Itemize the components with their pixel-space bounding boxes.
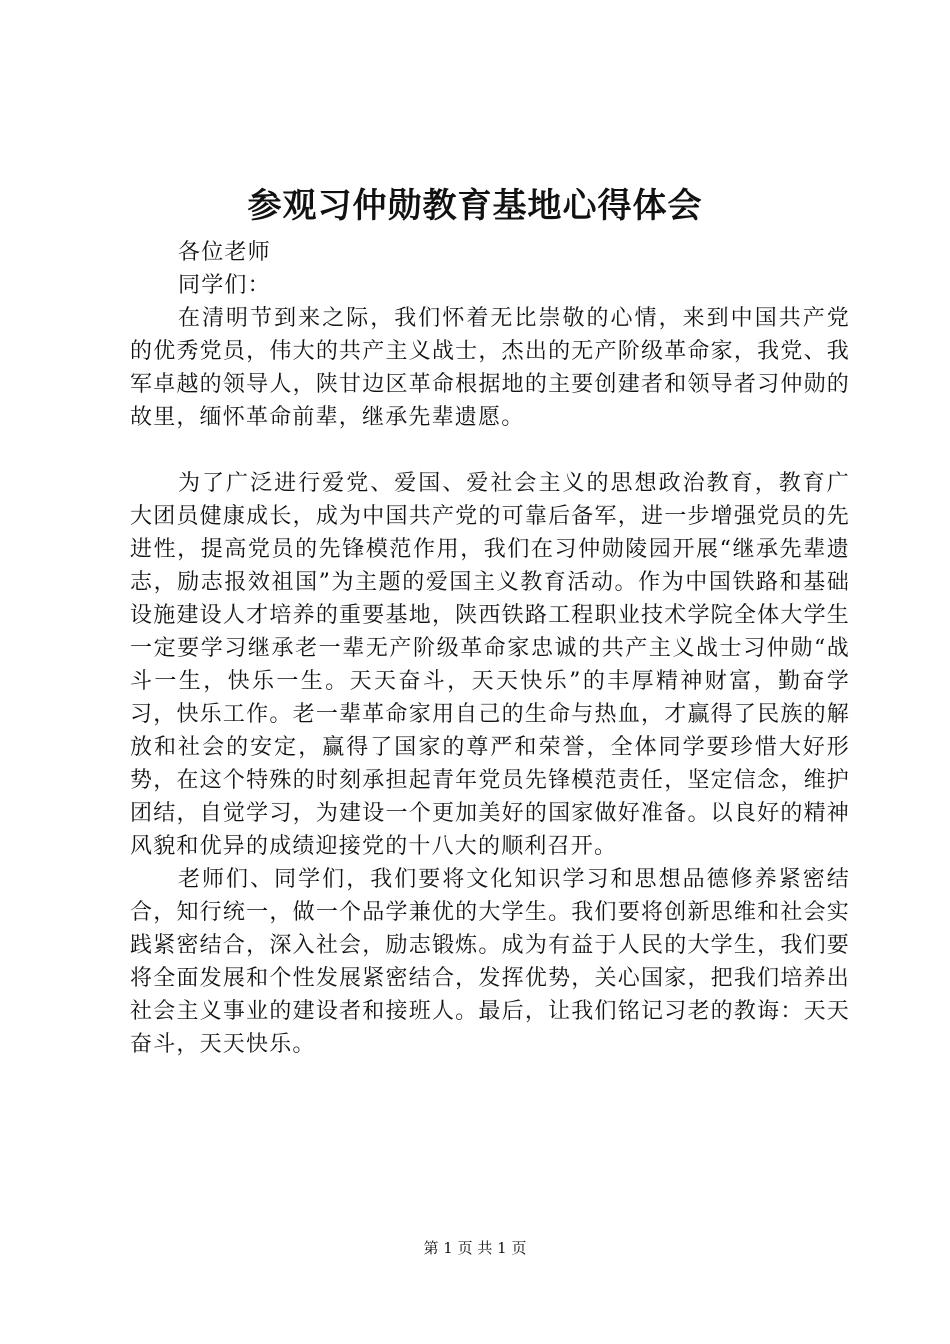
document-body [130,236,850,1061]
document-title: 参观习仲勋教育基地心得体会 [247,186,703,226]
salutation-students: 同学们： [178,273,271,298]
paragraph: 老师们、同学们，我们要将文化知识学习和思想品德修养紧密结合，知行统一，做一个品学兼优的大学生。我们要将创新思维和社会实践紧密结合，深入社会，励志锻炼。成为有益于人民的大学生，我们要将全面发展和个性发展紧密结合，发挥优势，关心国家，把我们培养出社会主义事业的建设者和接班人。最后，让我们铭记习老的教诲：天天奋斗，天天快乐。 [130,867,850,1057]
paragraph: 在清明节到来之际，我们怀着无比崇敬的心情，来到中国共产党的优秀党员，伟大的共产主义战士，杰出的无产阶级革命家，我党、我军卓越的领导人，陕甘边区革命根据地的主要创建者和领导者习仲勋的故里，缅怀革命前辈，继承先辈遗愿。 [130,306,850,430]
salutation-teachers: 各位老师 [178,240,271,265]
paragraph: 为了广泛进行爱党、爱国、爱社会主义的思想政治教育，教育广大团员健康成长，成为中国共产党的可靠后备军，进一步增强党员的先进性，提高党员的先锋模范作用，我们在习仲勋陵园开展“继承先辈遗志，励志报效祖国”为主题的爱国主义教育活动。作为中国铁路和基础设施建设人才培养的重要基地，陕西铁路工程职业技术学院全体大学生一定要学习继承老一辈无产阶级革命家忠诚的共产主义战士习仲勋“战斗一生，快乐一生。天天奋斗，天天快乐”的丰厚精神财富，勤奋学习，快乐工作。老一辈革命家用自己的生命与热血，才赢得了民族的解放和社会的安定，赢得了国家的尊严和荣誉，全体同学要珍惜大好形势，在这个特殊的时刻承担起青年党员先锋模范责任，坚定信念，维护团结，自觉学习，为建设一个更加美好的国家做好准备。以良好的精神风貌和优异的成绩迎接党的十八大的顺利召开。 [130,471,850,859]
page-footer: 第 1 页 共 1 页 [423,1239,527,1257]
